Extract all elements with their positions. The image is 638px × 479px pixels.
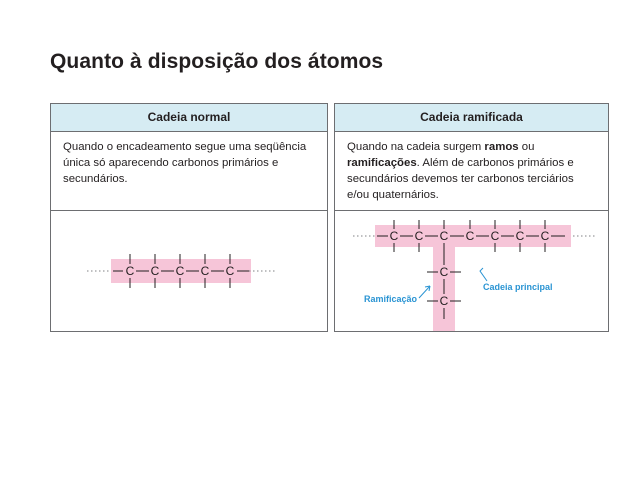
arrow-ramificacao (419, 286, 430, 298)
main-carbon-6: C (515, 229, 525, 243)
panel-branched-header: Cadeia ramificada (335, 104, 608, 132)
panel-branched-chain (334, 103, 609, 332)
arrow-cadeia-principal (480, 268, 487, 281)
normal-chain-diagram (51, 211, 327, 331)
branch-carbon-2: C (439, 294, 449, 308)
carbon-atom-4: C (200, 264, 210, 278)
branch-carbon-1: C (439, 265, 449, 279)
carbon-atom-1: C (125, 264, 135, 278)
panel-normal-chain (50, 103, 328, 332)
branched-desc-bold-2: ramificações (347, 157, 417, 169)
carbon-atom-3: C (175, 264, 185, 278)
main-carbon-1: C (389, 229, 399, 243)
carbon-atom-2: C (150, 264, 160, 278)
branched-chain-diagram (335, 211, 608, 331)
main-carbon-7: C (540, 229, 550, 243)
branched-desc-bold-1: ramos (484, 141, 519, 153)
page-title: Quanto à disposição dos átomos (50, 50, 384, 73)
branched-desc-text-2: ou (518, 141, 535, 153)
panel-normal-header: Cadeia normal (51, 104, 327, 132)
main-carbon-5: C (490, 229, 500, 243)
label-ramificacao: Ramificação (364, 294, 418, 304)
panel-normal-description: Quando o encadeamento segue uma seqüência única só aparecendo carbonos primários e secundários. (63, 141, 307, 185)
main-carbon-3: C (439, 229, 449, 243)
main-carbon-2: C (414, 229, 424, 243)
main-carbon-4: C (465, 229, 475, 243)
label-cadeia-principal: Cadeia principal (483, 282, 553, 292)
branched-desc-text-1: Quando na cadeia surgem (347, 141, 485, 153)
branched-desc-text-3: . Além de carbonos primários e secundários devemos ter carbonos terciários e/ou quaternários. (347, 157, 574, 201)
carbon-atom-5: C (225, 264, 235, 278)
panel-branched-description (347, 139, 598, 203)
